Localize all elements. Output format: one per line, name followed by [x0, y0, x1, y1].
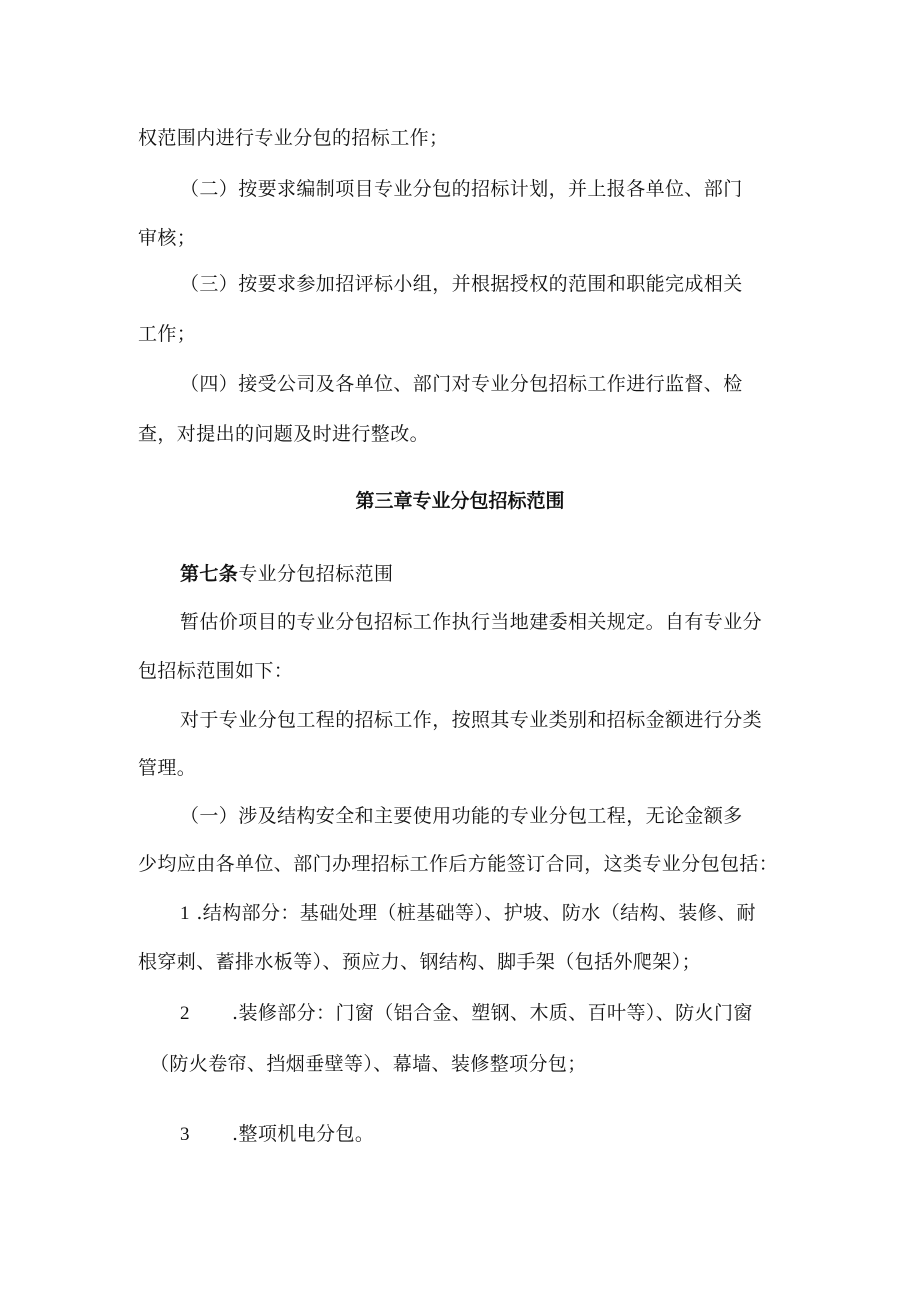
article-label: 第七条: [180, 563, 239, 585]
list-item-3: [180, 1122, 374, 1147]
article-title: 专业分包招标范围: [238, 563, 394, 585]
paragraph-line: 审核；: [138, 227, 197, 249]
article-heading: [180, 562, 393, 586]
list-item-1: [180, 901, 756, 926]
paragraph-line: 工作；: [138, 323, 197, 345]
item-number: 2: [180, 1003, 190, 1024]
paragraph-line: 管理。: [138, 757, 197, 779]
list-item-2-continued: （防火卷帘、挡烟垂壁等）、幕墙、装修整项分包；: [150, 1053, 587, 1075]
chapter-heading: 第三章专业分包招标范围: [355, 490, 565, 512]
item-text: .结构部分：基础处理（桩基础等）、护坡、防水（结构、装修、耐: [196, 902, 756, 924]
paragraph-line: （二）按要求编制项目专业分包的招标计划，并上报各单位、部门: [180, 178, 743, 200]
paragraph-line: （三）按要求参加招评标小组，并根据授权的范围和职能完成相关: [180, 273, 743, 295]
item-number: 3: [180, 1124, 190, 1145]
item-text: .装修部分：门窗（铝合金、塑钢、木质、百叶等）、防火门窗: [232, 1002, 753, 1024]
list-item-2: [180, 1001, 753, 1026]
paragraph-line: 暂估价项目的专业分包招标工作执行当地建委相关规定。自有专业分: [180, 611, 763, 633]
list-item-1-continued: 根穿刺、蓄排水板等）、预应力、钢结构、脚手架（包括外爬架）；: [138, 951, 702, 973]
paragraph-line: 权范围内进行专业分包的招标工作；: [138, 127, 449, 149]
paragraph-line: 包招标范围如下：: [138, 660, 294, 682]
paragraph-line: （一）涉及结构安全和主要使用功能的专业分包工程，无论金额多: [180, 805, 743, 827]
paragraph-line: 查，对提出的问题及时进行整改。: [138, 423, 430, 445]
item-text: .整项机电分包。: [232, 1123, 375, 1145]
item-number: 1: [180, 903, 190, 924]
paragraph-line: 少均应由各单位、部门办理招标工作后方能签订合同，这类专业分包包括：: [138, 853, 779, 875]
paragraph-line: （四）接受公司及各单位、部门对专业分包招标工作进行监督、检: [180, 373, 743, 395]
paragraph-line: 对于专业分包工程的招标工作，按照其专业类别和招标金额进行分类: [180, 709, 763, 731]
